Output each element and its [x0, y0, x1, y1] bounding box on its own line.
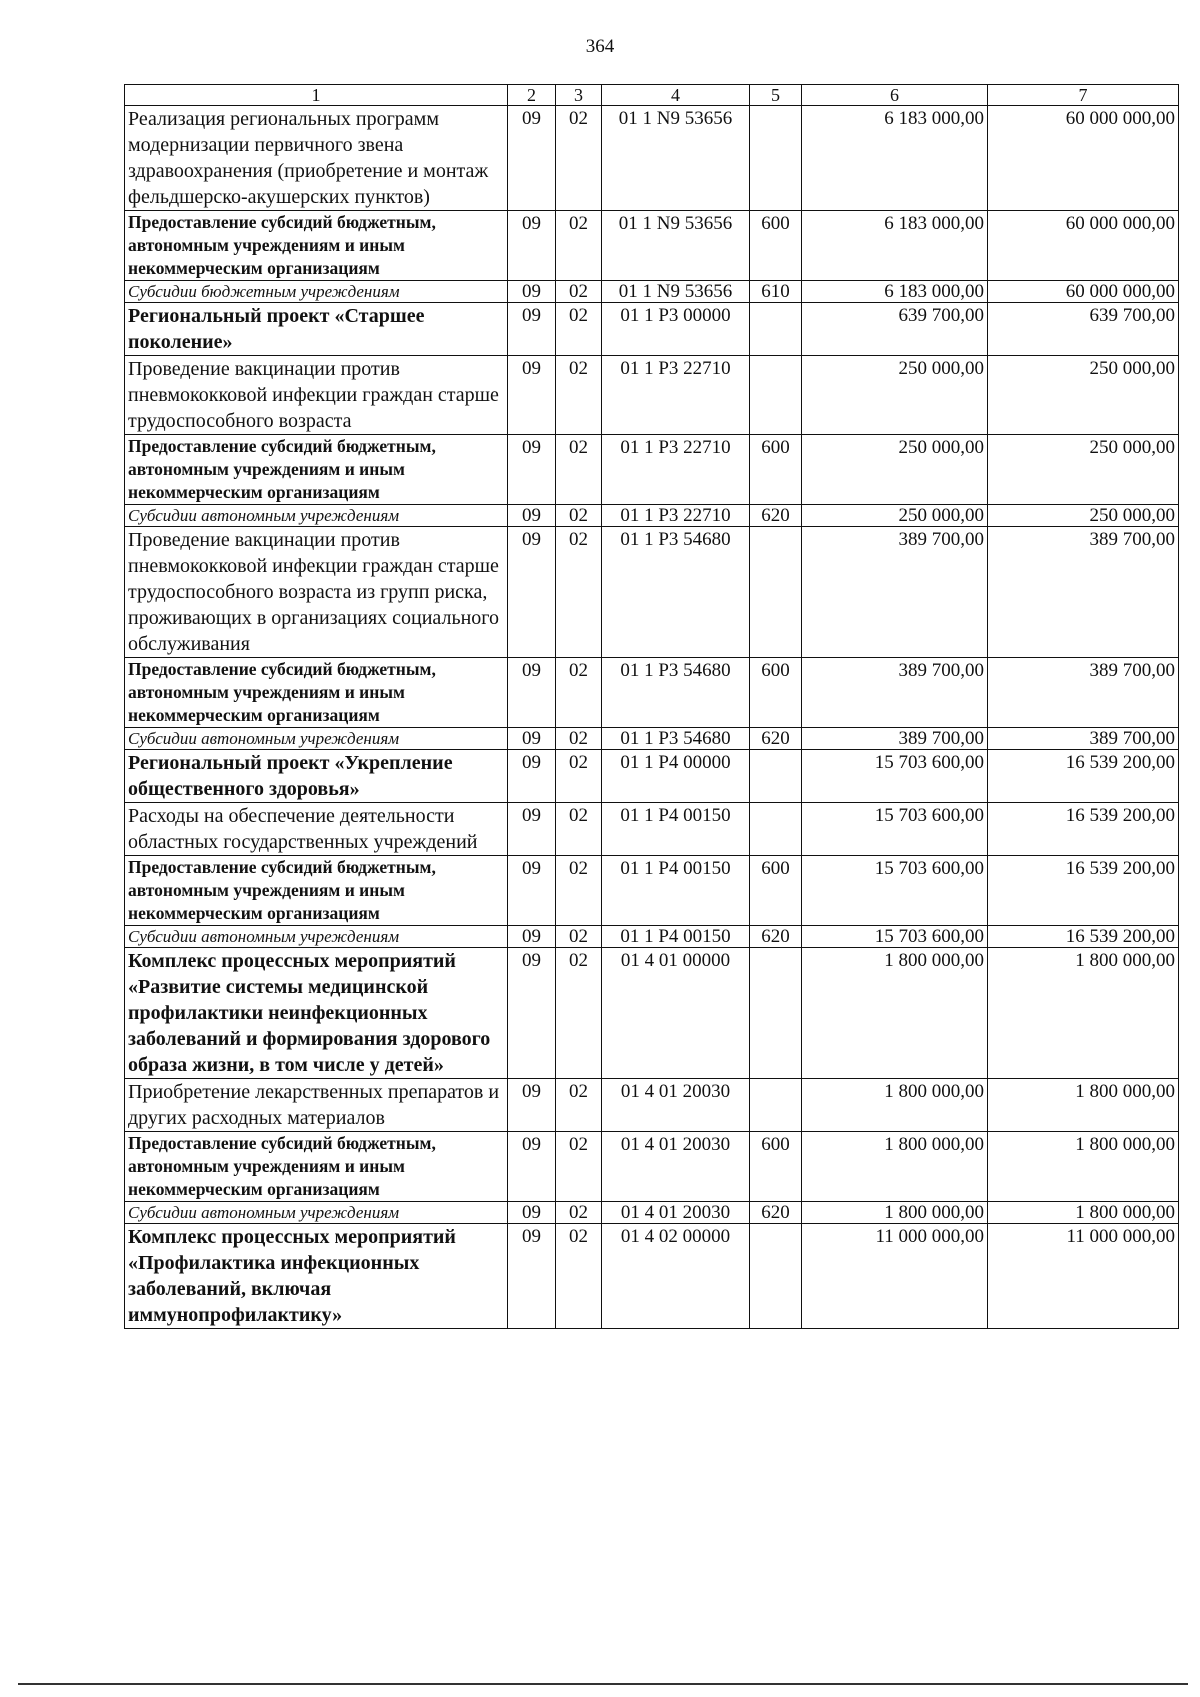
target-article-cell: 01 1 P4 00150	[602, 856, 750, 926]
subsection-code-cell: 02	[556, 527, 602, 658]
amount-year1-cell: 639 700,00	[802, 303, 988, 356]
target-article-cell: 01 1 N9 53656	[602, 106, 750, 211]
target-article-cell: 01 1 P3 54680	[602, 728, 750, 750]
subsection-code-cell: 02	[556, 211, 602, 281]
page-number: 364	[585, 36, 615, 57]
expense-type-cell: 600	[750, 856, 802, 926]
subsection-code-cell: 02	[556, 728, 602, 750]
target-article-cell: 01 1 P4 00150	[602, 803, 750, 856]
column-header: 6	[802, 85, 988, 106]
amount-year2-cell: 1 800 000,00	[988, 948, 1179, 1079]
item-name-cell: Региональный проект «Укрепление общественного здоровья»	[125, 750, 508, 803]
item-name-cell: Проведение вакцинации против пневмококковой инфекции граждан старше трудоспособного возраста из групп риска, проживающих в организациях социального обслуживания	[125, 527, 508, 658]
amount-year1-cell: 250 000,00	[802, 505, 988, 527]
subsection-code-cell: 02	[556, 303, 602, 356]
section-code-cell: 09	[508, 856, 556, 926]
expense-type-cell: 600	[750, 211, 802, 281]
amount-year2-cell: 11 000 000,00	[988, 1224, 1179, 1329]
target-article-cell: 01 4 01 20030	[602, 1202, 750, 1224]
item-name-cell: Реализация региональных программ модернизации первичного звена здравоохранения (приобретение и монтаж фельдшерско-акушерских пунктов)	[125, 106, 508, 211]
amount-year1-cell: 15 703 600,00	[802, 856, 988, 926]
target-article-cell: 01 1 P3 22710	[602, 505, 750, 527]
expense-type-cell	[750, 803, 802, 856]
target-article-cell: 01 4 01 20030	[602, 1132, 750, 1202]
amount-year2-cell: 389 700,00	[988, 728, 1179, 750]
table-row	[125, 211, 1179, 281]
subsection-code-cell: 02	[556, 1202, 602, 1224]
subsection-code-cell: 02	[556, 435, 602, 505]
target-article-cell: 01 1 N9 53656	[602, 281, 750, 303]
section-code-cell: 09	[508, 1079, 556, 1132]
item-name-cell: Проведение вакцинации против пневмококковой инфекции граждан старше трудоспособного возраста	[125, 356, 508, 435]
column-header: 5	[750, 85, 802, 106]
target-article-cell: 01 1 P3 54680	[602, 658, 750, 728]
amount-year2-cell: 60 000 000,00	[988, 281, 1179, 303]
expense-type-cell: 620	[750, 728, 802, 750]
expense-type-cell	[750, 303, 802, 356]
expense-type-cell: 600	[750, 435, 802, 505]
column-number-header-row	[125, 85, 1179, 106]
target-article-cell: 01 4 02 00000	[602, 1224, 750, 1329]
subsection-code-cell: 02	[556, 750, 602, 803]
page-bottom-rule	[18, 1683, 1188, 1685]
expense-type-cell: 600	[750, 1132, 802, 1202]
item-name-cell: Расходы на обеспечение деятельности областных государственных учреждений	[125, 803, 508, 856]
column-header: 3	[556, 85, 602, 106]
section-code-cell: 09	[508, 926, 556, 948]
amount-year2-cell: 16 539 200,00	[988, 803, 1179, 856]
amount-year1-cell: 389 700,00	[802, 728, 988, 750]
amount-year1-cell: 389 700,00	[802, 658, 988, 728]
expense-type-cell: 610	[750, 281, 802, 303]
item-name-cell: Предоставление субсидий бюджетным, автономным учреждениям и иным некоммерческим организациям	[125, 658, 508, 728]
expense-type-cell	[750, 750, 802, 803]
table-row	[125, 658, 1179, 728]
subsection-code-cell: 02	[556, 281, 602, 303]
target-article-cell: 01 1 P4 00150	[602, 926, 750, 948]
expense-type-cell	[750, 1079, 802, 1132]
column-header: 2	[508, 85, 556, 106]
table-row	[125, 750, 1179, 803]
subsection-code-cell: 02	[556, 505, 602, 527]
amount-year2-cell: 60 000 000,00	[988, 211, 1179, 281]
amount-year1-cell: 1 800 000,00	[802, 1202, 988, 1224]
table-row	[125, 1132, 1179, 1202]
table-row	[125, 303, 1179, 356]
column-header: 4	[602, 85, 750, 106]
expense-type-cell: 620	[750, 505, 802, 527]
section-code-cell: 09	[508, 211, 556, 281]
item-name-cell: Предоставление субсидий бюджетным, автономным учреждениям и иным некоммерческим организациям	[125, 856, 508, 926]
amount-year2-cell: 1 800 000,00	[988, 1132, 1179, 1202]
expense-type-cell	[750, 948, 802, 1079]
amount-year2-cell: 639 700,00	[988, 303, 1179, 356]
amount-year1-cell: 389 700,00	[802, 527, 988, 658]
target-article-cell: 01 1 P3 00000	[602, 303, 750, 356]
section-code-cell: 09	[508, 803, 556, 856]
target-article-cell: 01 1 P3 54680	[602, 527, 750, 658]
table-row	[125, 1224, 1179, 1329]
item-name-cell: Субсидии автономным учреждениям	[125, 1202, 508, 1224]
target-article-cell: 01 1 P4 00000	[602, 750, 750, 803]
item-name-cell: Предоставление субсидий бюджетным, автономным учреждениям и иным некоммерческим организациям	[125, 435, 508, 505]
table-row	[125, 1202, 1179, 1224]
item-name-cell: Приобретение лекарственных препаратов и других расходных материалов	[125, 1079, 508, 1132]
section-code-cell: 09	[508, 1202, 556, 1224]
subsection-code-cell: 02	[556, 1224, 602, 1329]
section-code-cell: 09	[508, 435, 556, 505]
expense-type-cell: 620	[750, 926, 802, 948]
target-article-cell: 01 1 N9 53656	[602, 211, 750, 281]
expense-type-cell: 620	[750, 1202, 802, 1224]
amount-year1-cell: 15 703 600,00	[802, 750, 988, 803]
table-row	[125, 1079, 1179, 1132]
amount-year1-cell: 6 183 000,00	[802, 211, 988, 281]
item-name-cell: Субсидии автономным учреждениям	[125, 728, 508, 750]
table-body	[125, 85, 1179, 1329]
item-name-cell: Комплекс процессных мероприятий «Развитие системы медицинской профилактики неинфекционных заболеваний и формирования здорового образа жизни, в том числе у детей»	[125, 948, 508, 1079]
subsection-code-cell: 02	[556, 1079, 602, 1132]
item-name-cell: Предоставление субсидий бюджетным, автономным учреждениям и иным некоммерческим организациям	[125, 1132, 508, 1202]
amount-year1-cell: 1 800 000,00	[802, 1132, 988, 1202]
column-header: 1	[125, 85, 508, 106]
amount-year2-cell: 1 800 000,00	[988, 1202, 1179, 1224]
amount-year1-cell: 250 000,00	[802, 356, 988, 435]
table-row	[125, 803, 1179, 856]
amount-year2-cell: 16 539 200,00	[988, 856, 1179, 926]
budget-table	[124, 84, 1179, 1329]
amount-year2-cell: 389 700,00	[988, 658, 1179, 728]
table-row	[125, 926, 1179, 948]
table-row	[125, 856, 1179, 926]
subsection-code-cell: 02	[556, 948, 602, 1079]
amount-year2-cell: 250 000,00	[988, 435, 1179, 505]
item-name-cell: Комплекс процессных мероприятий «Профилактика инфекционных заболеваний, включая иммунопрофилактику»	[125, 1224, 508, 1329]
table-row	[125, 948, 1179, 1079]
amount-year2-cell: 250 000,00	[988, 505, 1179, 527]
amount-year1-cell: 6 183 000,00	[802, 281, 988, 303]
amount-year2-cell: 1 800 000,00	[988, 1079, 1179, 1132]
subsection-code-cell: 02	[556, 856, 602, 926]
section-code-cell: 09	[508, 527, 556, 658]
subsection-code-cell: 02	[556, 356, 602, 435]
table-row	[125, 281, 1179, 303]
subsection-code-cell: 02	[556, 1132, 602, 1202]
section-code-cell: 09	[508, 728, 556, 750]
subsection-code-cell: 02	[556, 658, 602, 728]
section-code-cell: 09	[508, 1224, 556, 1329]
table-row	[125, 728, 1179, 750]
table-row	[125, 435, 1179, 505]
item-name-cell: Субсидии бюджетным учреждениям	[125, 281, 508, 303]
target-article-cell: 01 1 P3 22710	[602, 356, 750, 435]
item-name-cell: Субсидии автономным учреждениям	[125, 505, 508, 527]
subsection-code-cell: 02	[556, 926, 602, 948]
item-name-cell: Субсидии автономным учреждениям	[125, 926, 508, 948]
amount-year2-cell: 16 539 200,00	[988, 750, 1179, 803]
amount-year1-cell: 15 703 600,00	[802, 803, 988, 856]
section-code-cell: 09	[508, 303, 556, 356]
target-article-cell: 01 4 01 00000	[602, 948, 750, 1079]
target-article-cell: 01 4 01 20030	[602, 1079, 750, 1132]
amount-year1-cell: 250 000,00	[802, 435, 988, 505]
subsection-code-cell: 02	[556, 803, 602, 856]
amount-year2-cell: 389 700,00	[988, 527, 1179, 658]
amount-year1-cell: 6 183 000,00	[802, 106, 988, 211]
section-code-cell: 09	[508, 106, 556, 211]
expense-type-cell	[750, 356, 802, 435]
table-row	[125, 527, 1179, 658]
section-code-cell: 09	[508, 281, 556, 303]
expense-type-cell: 600	[750, 658, 802, 728]
section-code-cell: 09	[508, 948, 556, 1079]
amount-year1-cell: 15 703 600,00	[802, 926, 988, 948]
table-row	[125, 356, 1179, 435]
section-code-cell: 09	[508, 1132, 556, 1202]
amount-year1-cell: 11 000 000,00	[802, 1224, 988, 1329]
table-row	[125, 505, 1179, 527]
amount-year1-cell: 1 800 000,00	[802, 1079, 988, 1132]
section-code-cell: 09	[508, 750, 556, 803]
amount-year1-cell: 1 800 000,00	[802, 948, 988, 1079]
target-article-cell: 01 1 P3 22710	[602, 435, 750, 505]
expense-type-cell	[750, 1224, 802, 1329]
expense-type-cell	[750, 106, 802, 211]
expense-type-cell	[750, 527, 802, 658]
column-header: 7	[988, 85, 1179, 106]
section-code-cell: 09	[508, 658, 556, 728]
item-name-cell: Предоставление субсидий бюджетным, автономным учреждениям и иным некоммерческим организациям	[125, 211, 508, 281]
section-code-cell: 09	[508, 356, 556, 435]
subsection-code-cell: 02	[556, 106, 602, 211]
amount-year2-cell: 16 539 200,00	[988, 926, 1179, 948]
amount-year2-cell: 250 000,00	[988, 356, 1179, 435]
item-name-cell: Региональный проект «Старшее поколение»	[125, 303, 508, 356]
table-row	[125, 106, 1179, 211]
section-code-cell: 09	[508, 505, 556, 527]
amount-year2-cell: 60 000 000,00	[988, 106, 1179, 211]
